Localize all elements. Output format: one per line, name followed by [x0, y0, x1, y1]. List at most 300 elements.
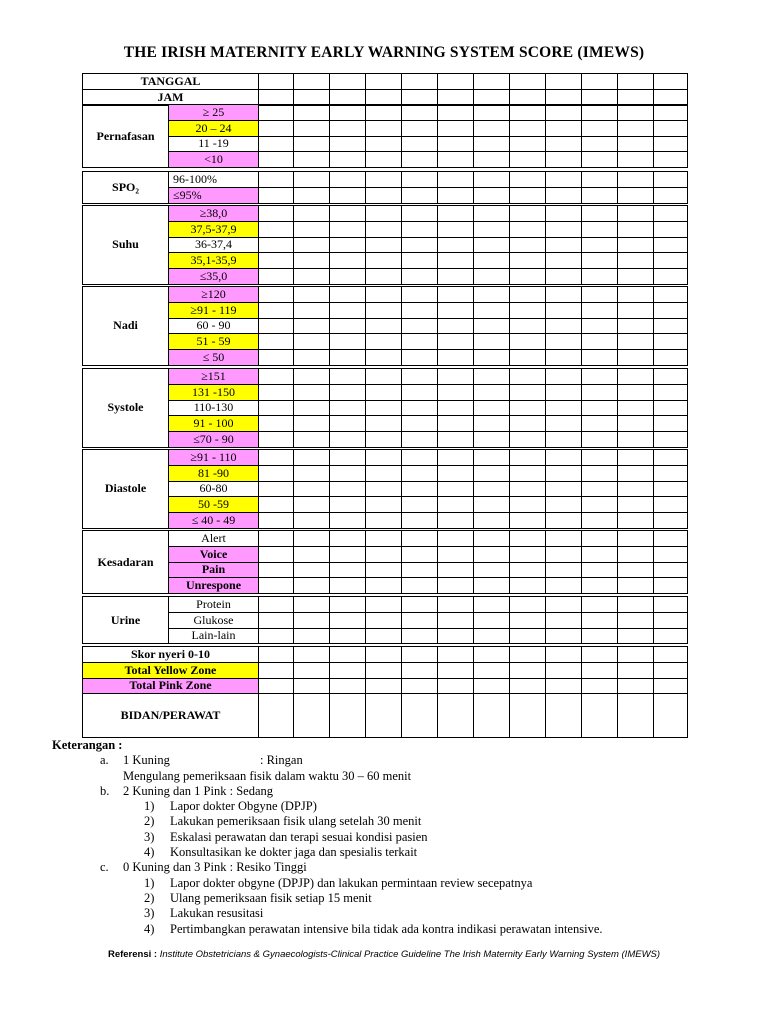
entry-cell[interactable] — [366, 206, 402, 222]
entry-cell[interactable] — [402, 612, 438, 628]
entry-cell[interactable] — [654, 74, 688, 90]
entry-cell[interactable] — [294, 465, 330, 481]
entry-cell[interactable] — [618, 334, 654, 350]
entry-cell[interactable] — [294, 120, 330, 136]
entry-cell[interactable] — [618, 187, 654, 203]
entry-cell[interactable] — [654, 531, 688, 547]
entry-cell[interactable] — [474, 89, 510, 105]
entry-cell[interactable] — [330, 105, 366, 121]
entry-cell[interactable] — [294, 105, 330, 121]
entry-cell[interactable] — [330, 450, 366, 466]
entry-cell[interactable] — [582, 416, 618, 432]
entry-cell[interactable] — [618, 89, 654, 105]
entry-cell[interactable] — [330, 465, 366, 481]
entry-cell[interactable] — [294, 562, 330, 578]
entry-cell[interactable] — [510, 546, 546, 562]
entry-cell[interactable] — [438, 89, 474, 105]
entry-cell[interactable] — [438, 221, 474, 237]
entry-cell[interactable] — [546, 465, 582, 481]
entry-cell[interactable] — [294, 221, 330, 237]
entry-cell[interactable] — [402, 578, 438, 594]
entry-cell[interactable] — [402, 269, 438, 285]
entry-cell[interactable] — [330, 187, 366, 203]
entry-cell[interactable] — [618, 450, 654, 466]
entry-cell[interactable] — [366, 74, 402, 90]
entry-cell[interactable] — [366, 237, 402, 253]
entry-cell[interactable] — [259, 334, 294, 350]
entry-cell[interactable] — [259, 450, 294, 466]
entry-cell[interactable] — [510, 432, 546, 448]
entry-cell[interactable] — [510, 120, 546, 136]
entry-cell[interactable] — [618, 647, 654, 663]
entry-cell[interactable] — [618, 136, 654, 152]
entry-cell[interactable] — [654, 628, 688, 644]
entry-cell[interactable] — [366, 647, 402, 663]
entry-cell[interactable] — [259, 187, 294, 203]
entry-cell[interactable] — [294, 237, 330, 253]
entry-cell[interactable] — [618, 416, 654, 432]
entry-cell[interactable] — [294, 253, 330, 269]
entry-cell[interactable] — [510, 334, 546, 350]
entry-cell[interactable] — [366, 287, 402, 303]
entry-cell[interactable] — [294, 136, 330, 152]
entry-cell[interactable] — [402, 221, 438, 237]
entry-cell[interactable] — [618, 318, 654, 334]
entry-cell[interactable] — [510, 74, 546, 90]
entry-cell[interactable] — [618, 152, 654, 168]
entry-cell[interactable] — [474, 152, 510, 168]
entry-cell[interactable] — [259, 578, 294, 594]
entry-cell[interactable] — [259, 678, 294, 694]
entry-cell[interactable] — [618, 221, 654, 237]
entry-cell[interactable] — [474, 302, 510, 318]
entry-cell[interactable] — [582, 237, 618, 253]
entry-cell[interactable] — [438, 578, 474, 594]
entry-cell[interactable] — [510, 253, 546, 269]
entry-cell[interactable] — [294, 334, 330, 350]
entry-cell[interactable] — [474, 678, 510, 694]
entry-cell[interactable] — [618, 206, 654, 222]
entry-cell[interactable] — [618, 562, 654, 578]
entry-cell[interactable] — [582, 302, 618, 318]
entry-cell[interactable] — [402, 450, 438, 466]
entry-cell[interactable] — [474, 187, 510, 203]
entry-cell[interactable] — [366, 334, 402, 350]
entry-cell[interactable] — [510, 597, 546, 613]
entry-cell[interactable] — [294, 152, 330, 168]
entry-cell[interactable] — [366, 253, 402, 269]
entry-cell[interactable] — [654, 152, 688, 168]
entry-cell[interactable] — [259, 432, 294, 448]
entry-cell[interactable] — [654, 647, 688, 663]
entry-cell[interactable] — [402, 287, 438, 303]
entry-cell[interactable] — [474, 74, 510, 90]
entry-cell[interactable] — [546, 89, 582, 105]
entry-cell[interactable] — [654, 105, 688, 121]
entry-cell[interactable] — [654, 465, 688, 481]
entry-cell[interactable] — [582, 172, 618, 188]
entry-cell[interactable] — [366, 578, 402, 594]
entry-cell[interactable] — [402, 74, 438, 90]
entry-cell[interactable] — [438, 662, 474, 678]
entry-cell[interactable] — [294, 432, 330, 448]
entry-cell[interactable] — [618, 172, 654, 188]
entry-cell[interactable] — [618, 432, 654, 448]
entry-cell[interactable] — [582, 400, 618, 416]
entry-cell[interactable] — [402, 432, 438, 448]
entry-cell[interactable] — [654, 369, 688, 385]
entry-cell[interactable] — [402, 369, 438, 385]
entry-cell[interactable] — [474, 497, 510, 513]
entry-cell[interactable] — [294, 384, 330, 400]
entry-cell[interactable] — [618, 481, 654, 497]
entry-cell[interactable] — [438, 287, 474, 303]
entry-cell[interactable] — [546, 136, 582, 152]
entry-cell[interactable] — [402, 694, 438, 738]
entry-cell[interactable] — [654, 384, 688, 400]
entry-cell[interactable] — [546, 152, 582, 168]
entry-cell[interactable] — [366, 152, 402, 168]
entry-cell[interactable] — [366, 302, 402, 318]
entry-cell[interactable] — [259, 136, 294, 152]
entry-cell[interactable] — [474, 318, 510, 334]
entry-cell[interactable] — [330, 334, 366, 350]
entry-cell[interactable] — [510, 89, 546, 105]
entry-cell[interactable] — [438, 628, 474, 644]
entry-cell[interactable] — [618, 628, 654, 644]
entry-cell[interactable] — [438, 172, 474, 188]
entry-cell[interactable] — [402, 481, 438, 497]
entry-cell[interactable] — [294, 287, 330, 303]
entry-cell[interactable] — [474, 105, 510, 121]
entry-cell[interactable] — [402, 253, 438, 269]
entry-cell[interactable] — [546, 432, 582, 448]
entry-cell[interactable] — [259, 172, 294, 188]
entry-cell[interactable] — [510, 269, 546, 285]
entry-cell[interactable] — [474, 450, 510, 466]
entry-cell[interactable] — [294, 531, 330, 547]
entry-cell[interactable] — [294, 187, 330, 203]
entry-cell[interactable] — [330, 120, 366, 136]
entry-cell[interactable] — [330, 384, 366, 400]
entry-cell[interactable] — [618, 400, 654, 416]
entry-cell[interactable] — [546, 628, 582, 644]
entry-cell[interactable] — [510, 400, 546, 416]
entry-cell[interactable] — [366, 597, 402, 613]
entry-cell[interactable] — [510, 481, 546, 497]
entry-cell[interactable] — [366, 269, 402, 285]
entry-cell[interactable] — [259, 120, 294, 136]
entry-cell[interactable] — [546, 647, 582, 663]
entry-cell[interactable] — [546, 513, 582, 529]
entry-cell[interactable] — [438, 562, 474, 578]
entry-cell[interactable] — [366, 694, 402, 738]
entry-cell[interactable] — [546, 662, 582, 678]
entry-cell[interactable] — [582, 318, 618, 334]
entry-cell[interactable] — [474, 350, 510, 366]
entry-cell[interactable] — [330, 647, 366, 663]
entry-cell[interactable] — [259, 287, 294, 303]
entry-cell[interactable] — [474, 465, 510, 481]
entry-cell[interactable] — [510, 105, 546, 121]
entry-cell[interactable] — [366, 384, 402, 400]
entry-cell[interactable] — [618, 465, 654, 481]
entry-cell[interactable] — [510, 237, 546, 253]
entry-cell[interactable] — [366, 497, 402, 513]
entry-cell[interactable] — [654, 450, 688, 466]
entry-cell[interactable] — [294, 546, 330, 562]
entry-cell[interactable] — [259, 465, 294, 481]
entry-cell[interactable] — [402, 187, 438, 203]
entry-cell[interactable] — [510, 369, 546, 385]
entry-cell[interactable] — [330, 400, 366, 416]
entry-cell[interactable] — [330, 152, 366, 168]
entry-cell[interactable] — [474, 432, 510, 448]
entry-cell[interactable] — [618, 120, 654, 136]
entry-cell[interactable] — [510, 647, 546, 663]
entry-cell[interactable] — [654, 269, 688, 285]
entry-cell[interactable] — [618, 287, 654, 303]
entry-cell[interactable] — [510, 694, 546, 738]
entry-cell[interactable] — [654, 432, 688, 448]
entry-cell[interactable] — [618, 269, 654, 285]
entry-cell[interactable] — [654, 187, 688, 203]
entry-cell[interactable] — [259, 497, 294, 513]
entry-cell[interactable] — [366, 481, 402, 497]
entry-cell[interactable] — [259, 253, 294, 269]
entry-cell[interactable] — [330, 578, 366, 594]
entry-cell[interactable] — [438, 597, 474, 613]
entry-cell[interactable] — [654, 350, 688, 366]
entry-cell[interactable] — [582, 384, 618, 400]
entry-cell[interactable] — [654, 400, 688, 416]
entry-cell[interactable] — [546, 578, 582, 594]
entry-cell[interactable] — [618, 302, 654, 318]
entry-cell[interactable] — [654, 578, 688, 594]
entry-cell[interactable] — [294, 612, 330, 628]
entry-cell[interactable] — [366, 105, 402, 121]
entry-cell[interactable] — [294, 74, 330, 90]
entry-cell[interactable] — [654, 678, 688, 694]
entry-cell[interactable] — [546, 531, 582, 547]
entry-cell[interactable] — [402, 400, 438, 416]
entry-cell[interactable] — [618, 612, 654, 628]
entry-cell[interactable] — [438, 678, 474, 694]
entry-cell[interactable] — [438, 253, 474, 269]
entry-cell[interactable] — [654, 513, 688, 529]
entry-cell[interactable] — [582, 350, 618, 366]
entry-cell[interactable] — [474, 237, 510, 253]
entry-cell[interactable] — [259, 221, 294, 237]
entry-cell[interactable] — [366, 172, 402, 188]
entry-cell[interactable] — [438, 546, 474, 562]
entry-cell[interactable] — [474, 597, 510, 613]
entry-cell[interactable] — [259, 105, 294, 121]
entry-cell[interactable] — [402, 105, 438, 121]
entry-cell[interactable] — [438, 497, 474, 513]
entry-cell[interactable] — [546, 384, 582, 400]
entry-cell[interactable] — [366, 369, 402, 385]
entry-cell[interactable] — [546, 369, 582, 385]
entry-cell[interactable] — [582, 253, 618, 269]
entry-cell[interactable] — [259, 647, 294, 663]
entry-cell[interactable] — [546, 269, 582, 285]
entry-cell[interactable] — [582, 562, 618, 578]
entry-cell[interactable] — [294, 513, 330, 529]
entry-cell[interactable] — [654, 89, 688, 105]
entry-cell[interactable] — [510, 612, 546, 628]
entry-cell[interactable] — [259, 384, 294, 400]
entry-cell[interactable] — [546, 302, 582, 318]
entry-cell[interactable] — [582, 546, 618, 562]
entry-cell[interactable] — [402, 678, 438, 694]
entry-cell[interactable] — [654, 694, 688, 738]
entry-cell[interactable] — [510, 531, 546, 547]
entry-cell[interactable] — [546, 678, 582, 694]
entry-cell[interactable] — [438, 74, 474, 90]
entry-cell[interactable] — [402, 384, 438, 400]
entry-cell[interactable] — [438, 694, 474, 738]
entry-cell[interactable] — [366, 187, 402, 203]
entry-cell[interactable] — [438, 318, 474, 334]
entry-cell[interactable] — [582, 334, 618, 350]
entry-cell[interactable] — [582, 287, 618, 303]
entry-cell[interactable] — [582, 136, 618, 152]
entry-cell[interactable] — [438, 302, 474, 318]
entry-cell[interactable] — [438, 416, 474, 432]
entry-cell[interactable] — [582, 497, 618, 513]
entry-cell[interactable] — [259, 74, 294, 90]
entry-cell[interactable] — [402, 172, 438, 188]
entry-cell[interactable] — [582, 89, 618, 105]
entry-cell[interactable] — [402, 597, 438, 613]
entry-cell[interactable] — [402, 416, 438, 432]
entry-cell[interactable] — [330, 253, 366, 269]
entry-cell[interactable] — [546, 172, 582, 188]
entry-cell[interactable] — [546, 350, 582, 366]
entry-cell[interactable] — [402, 662, 438, 678]
entry-cell[interactable] — [582, 206, 618, 222]
entry-cell[interactable] — [330, 694, 366, 738]
entry-cell[interactable] — [654, 597, 688, 613]
entry-cell[interactable] — [438, 531, 474, 547]
entry-cell[interactable] — [474, 136, 510, 152]
entry-cell[interactable] — [294, 400, 330, 416]
entry-cell[interactable] — [438, 400, 474, 416]
entry-cell[interactable] — [474, 578, 510, 594]
entry-cell[interactable] — [474, 647, 510, 663]
entry-cell[interactable] — [294, 497, 330, 513]
entry-cell[interactable] — [582, 481, 618, 497]
entry-cell[interactable] — [510, 450, 546, 466]
entry-cell[interactable] — [546, 562, 582, 578]
entry-cell[interactable] — [366, 89, 402, 105]
entry-cell[interactable] — [259, 597, 294, 613]
entry-cell[interactable] — [474, 612, 510, 628]
entry-cell[interactable] — [582, 465, 618, 481]
entry-cell[interactable] — [618, 253, 654, 269]
entry-cell[interactable] — [294, 628, 330, 644]
entry-cell[interactable] — [330, 89, 366, 105]
entry-cell[interactable] — [474, 513, 510, 529]
entry-cell[interactable] — [330, 562, 366, 578]
entry-cell[interactable] — [546, 597, 582, 613]
entry-cell[interactable] — [510, 416, 546, 432]
entry-cell[interactable] — [366, 136, 402, 152]
entry-cell[interactable] — [294, 647, 330, 663]
entry-cell[interactable] — [474, 172, 510, 188]
entry-cell[interactable] — [474, 206, 510, 222]
entry-cell[interactable] — [510, 562, 546, 578]
entry-cell[interactable] — [474, 562, 510, 578]
entry-cell[interactable] — [259, 546, 294, 562]
entry-cell[interactable] — [654, 287, 688, 303]
entry-cell[interactable] — [474, 481, 510, 497]
entry-cell[interactable] — [402, 206, 438, 222]
entry-cell[interactable] — [510, 221, 546, 237]
entry-cell[interactable] — [546, 694, 582, 738]
entry-cell[interactable] — [546, 416, 582, 432]
entry-cell[interactable] — [546, 206, 582, 222]
entry-cell[interactable] — [474, 269, 510, 285]
entry-cell[interactable] — [618, 369, 654, 385]
entry-cell[interactable] — [582, 647, 618, 663]
entry-cell[interactable] — [654, 318, 688, 334]
entry-cell[interactable] — [618, 546, 654, 562]
entry-cell[interactable] — [402, 513, 438, 529]
entry-cell[interactable] — [438, 513, 474, 529]
entry-cell[interactable] — [654, 562, 688, 578]
entry-cell[interactable] — [294, 350, 330, 366]
entry-cell[interactable] — [546, 400, 582, 416]
entry-cell[interactable] — [474, 334, 510, 350]
entry-cell[interactable] — [294, 269, 330, 285]
entry-cell[interactable] — [618, 350, 654, 366]
entry-cell[interactable] — [402, 152, 438, 168]
entry-cell[interactable] — [474, 546, 510, 562]
entry-cell[interactable] — [474, 384, 510, 400]
entry-cell[interactable] — [294, 578, 330, 594]
entry-cell[interactable] — [294, 481, 330, 497]
entry-cell[interactable] — [474, 531, 510, 547]
entry-cell[interactable] — [330, 287, 366, 303]
entry-cell[interactable] — [402, 647, 438, 663]
entry-cell[interactable] — [402, 136, 438, 152]
entry-cell[interactable] — [366, 612, 402, 628]
entry-cell[interactable] — [546, 318, 582, 334]
entry-cell[interactable] — [330, 206, 366, 222]
entry-cell[interactable] — [510, 497, 546, 513]
entry-cell[interactable] — [474, 253, 510, 269]
entry-cell[interactable] — [402, 562, 438, 578]
entry-cell[interactable] — [330, 74, 366, 90]
entry-cell[interactable] — [294, 302, 330, 318]
entry-cell[interactable] — [582, 694, 618, 738]
entry-cell[interactable] — [618, 74, 654, 90]
entry-cell[interactable] — [366, 400, 402, 416]
entry-cell[interactable] — [510, 384, 546, 400]
entry-cell[interactable] — [294, 450, 330, 466]
entry-cell[interactable] — [654, 136, 688, 152]
entry-cell[interactable] — [294, 369, 330, 385]
entry-cell[interactable] — [546, 612, 582, 628]
entry-cell[interactable] — [402, 334, 438, 350]
entry-cell[interactable] — [582, 578, 618, 594]
entry-cell[interactable] — [654, 302, 688, 318]
entry-cell[interactable] — [259, 369, 294, 385]
entry-cell[interactable] — [330, 432, 366, 448]
entry-cell[interactable] — [618, 384, 654, 400]
